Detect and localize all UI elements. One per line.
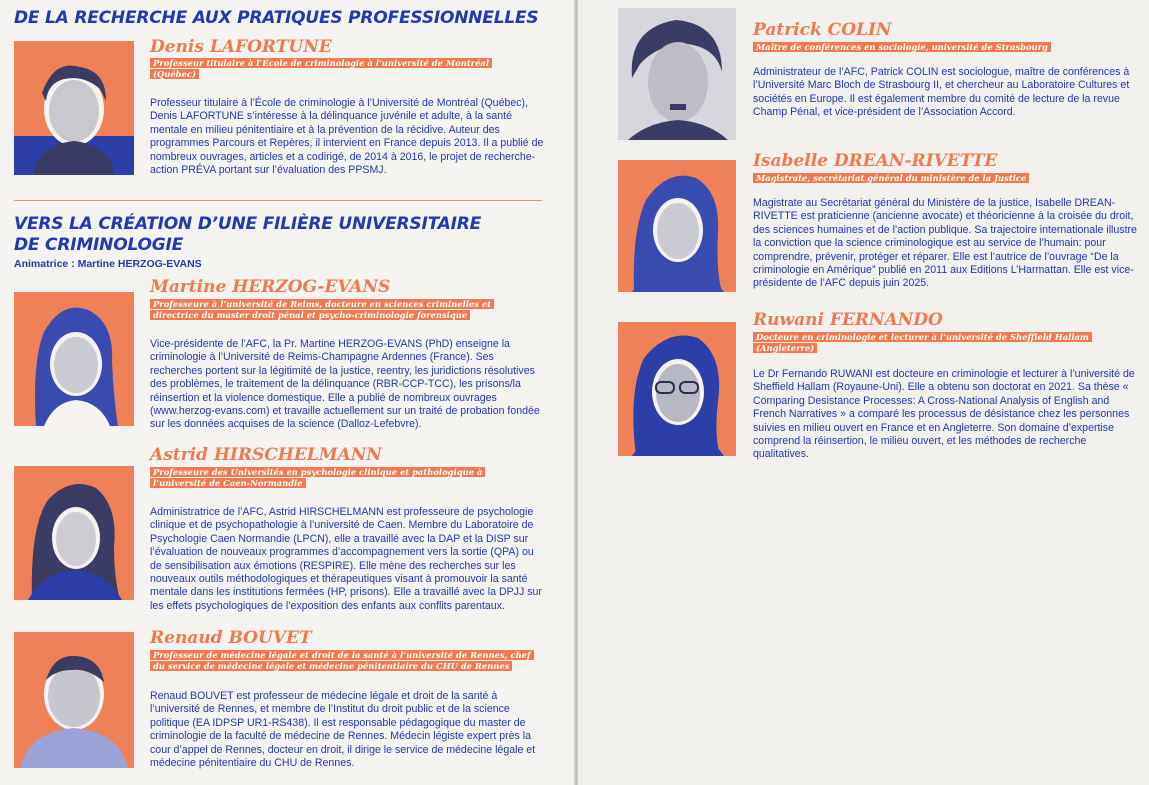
person-bio-drean-rivette: Magistrate au Secrétariat général du Ministère de la justice, Isabelle DREAN-RIVETTE est praticienne (ancienne avocate) et théoricienne à la croisée du droit, des sciences humaines et de l’action publique. Sa trajectoire internationale illustre la conviction que la science criminologique est au service de l’humain: pour comprendre, prévenir, protéger et réparer. Elle est l’autrice de l’ouvrage “De la criminologie en Amérique” publié en 2011 aux Editions L’Harmattan. Elle est vice-présidente de l’AFC depuis juin 2025. xyxy=(753,197,1137,290)
portrait-photo-bouvet xyxy=(14,632,134,768)
person-title-lafortune: Professeur titulaire à l’École de criminologie à l’université de Montréal (Québec) xyxy=(150,58,500,80)
person-name-drean-rivette: Isabelle DREAN-RIVETTE xyxy=(753,151,998,171)
section-title-research: DE LA RECHERCHE AUX PRATIQUES PROFESSIONNELLES xyxy=(14,8,539,28)
portrait-photo-hirschelmann xyxy=(14,466,134,600)
person-bio-fernando: Le Dr Fernando RUWANI est docteure en criminologie et lecturer à l’université de Sheffield Hallam (Royaune-Uni). Elle a obtenu son doctorat en 2021. Sa thèse « Comparing Desistance Processes: A Cross-National Analysis of English and French Narratives » a comparé les processus de désistance chez les personnes suivies en milieu ouvert en France et en Angleterre. Son domaine d’expertise comprend la réinsertion, le milieu ouvert, et les méthodes de recherche qualitatives. xyxy=(753,368,1135,461)
portrait-photo-colin xyxy=(618,8,736,140)
portrait-photo-fernando xyxy=(618,322,736,456)
person-bio-hirschelmann: Administratrice de l’AFC, Astrid HIRSCHELMANN est professeure de psychologie clinique et de psychopathologie à l’université de Caen. Membre du Laboratoire de Psychologie Caen Normandie (LPCN), elle a travaillé avec la DAP et la DISP sur l’évaluation de nouveaux programmes d’accompagnement vers la sortie (QPA) ou de sensibilisation aux émotions (RESPIRE). Elle mène des recherches sur les nouveaux outils méthodologiques et thérapeutiques visant à promouvoir la santé mentale dans les institutions fermées (HP, prisons). Elle a travaillé avec la DPJJ sur les effets psychologiques de l’exposition des enfants aux conflits parentaux. xyxy=(150,506,542,612)
portrait-photo-lafortune xyxy=(14,41,134,175)
person-name-lafortune: Denis LAFORTUNE xyxy=(150,37,332,57)
person-title-herzog-evans: Professeure à l’université de Reims, docteure en sciences criminelles et directrice du master droit pénal et psycho-criminologie forensique xyxy=(150,299,522,321)
person-title-bouvet: Professeur de médecine légale et droit de la santé à l’université de Rennes, chef du service de médecine légale et médecine pénitentiaire du CHU de Rennes xyxy=(150,650,535,672)
section-title-criminology-line2: DE CRIMINOLOGIE xyxy=(14,235,184,255)
person-bio-herzog-evans: Vice-présidente de l’AFC, la Pr. Martine HERZOG-EVANS (PhD) enseigne la criminologie à l’Université de Reims-Champagne Ardennes (France). Ses recherches portent sur la légitimité de la justice, reentry, les juridictions résolutives des problèmes, le traitement de la délinquance (RBR-CCP-TCC), les prisons/la réinsertion et la violence domestique. Elle a publié de nombreux ouvrages (www.herzog-evans.com) et travaille actuellement sur un traité de probation fondée sur les données acquises de la science (Dalloz-Lefebvre). xyxy=(150,338,540,431)
person-name-bouvet: Renaud BOUVET xyxy=(150,628,312,648)
person-name-hirschelmann: Astrid HIRSCHELMANN xyxy=(150,445,382,465)
person-title-fernando: Docteure en criminologie et lecturer à l’université de Sheffield Hallam (Angleterre) xyxy=(753,332,1123,354)
person-name-colin: Patrick COLIN xyxy=(753,20,892,40)
moderator-label: Animatrice : Martine HERZOG-EVANS xyxy=(14,258,202,270)
portrait-photo-herzog-evans xyxy=(14,292,134,426)
section-title-criminology-line1: VERS LA CRÉATION D’UNE FILIÈRE UNIVERSITAIRE xyxy=(14,214,482,234)
person-name-fernando: Ruwani FERNANDO xyxy=(753,310,943,330)
person-title-drean-rivette: Magistrate, secrétariat général du ministère de la Justice xyxy=(753,173,1083,184)
person-bio-colin: Administrateur de l’AFC, Patrick COLIN est sociologue, maître de conférences à l’Université Marc Bloch de Strasbourg II, et chercheur au Laboratoire Cultures et sociétés en Europe. Il est également membre du comité de lecture de la revue Champ Pénal, et vice-président de l’Association Accord. xyxy=(753,66,1130,119)
right-page xyxy=(578,0,1149,785)
person-title-colin: Maître de conférences en sociologie, université de Strasbourg xyxy=(753,42,1083,53)
person-bio-lafortune: Professeur titulaire à l’École de criminologie à l’Université de Montréal (Québec), Denis LAFORTUNE s’intéresse à la délinquance juvénile et adulte, à la santé mentale en milieu pénitentiaire et à la prévention de la récidive. Auteur des programmes Parcours et Repères, il intervient en France depuis 2013. Il a publié de nombreux ouvrages, articles et a codirigé, de 2014 à 2016, le projet de recherche-action PRÉVA portant sur l’évaluation des PPSMJ. xyxy=(150,97,544,177)
person-title-hirschelmann: Professeure des Universités en psychologie clinique et pathologique à l’université de Caen-Normandie xyxy=(150,467,510,489)
person-name-herzog-evans: Martine HERZOG-EVANS xyxy=(150,277,391,297)
section-divider xyxy=(14,200,542,201)
portrait-photo-drean-rivette xyxy=(618,160,736,292)
person-bio-bouvet: Renaud BOUVET est professeur de médecine légale et droit de la santé à l’université de Rennes, et membre de l’Institut du droit public et de la science politique (EA IDPSP UR1-RS438). Il est responsable pédagogique du master de criminologie de la faculté de médecine de Rennes. Médecin légiste expert près la cour d’appel de Rennes, docteur en droit, il dirige le service de médecine légale et médecine pénitentiaire du CHU de Rennes. xyxy=(150,690,536,770)
